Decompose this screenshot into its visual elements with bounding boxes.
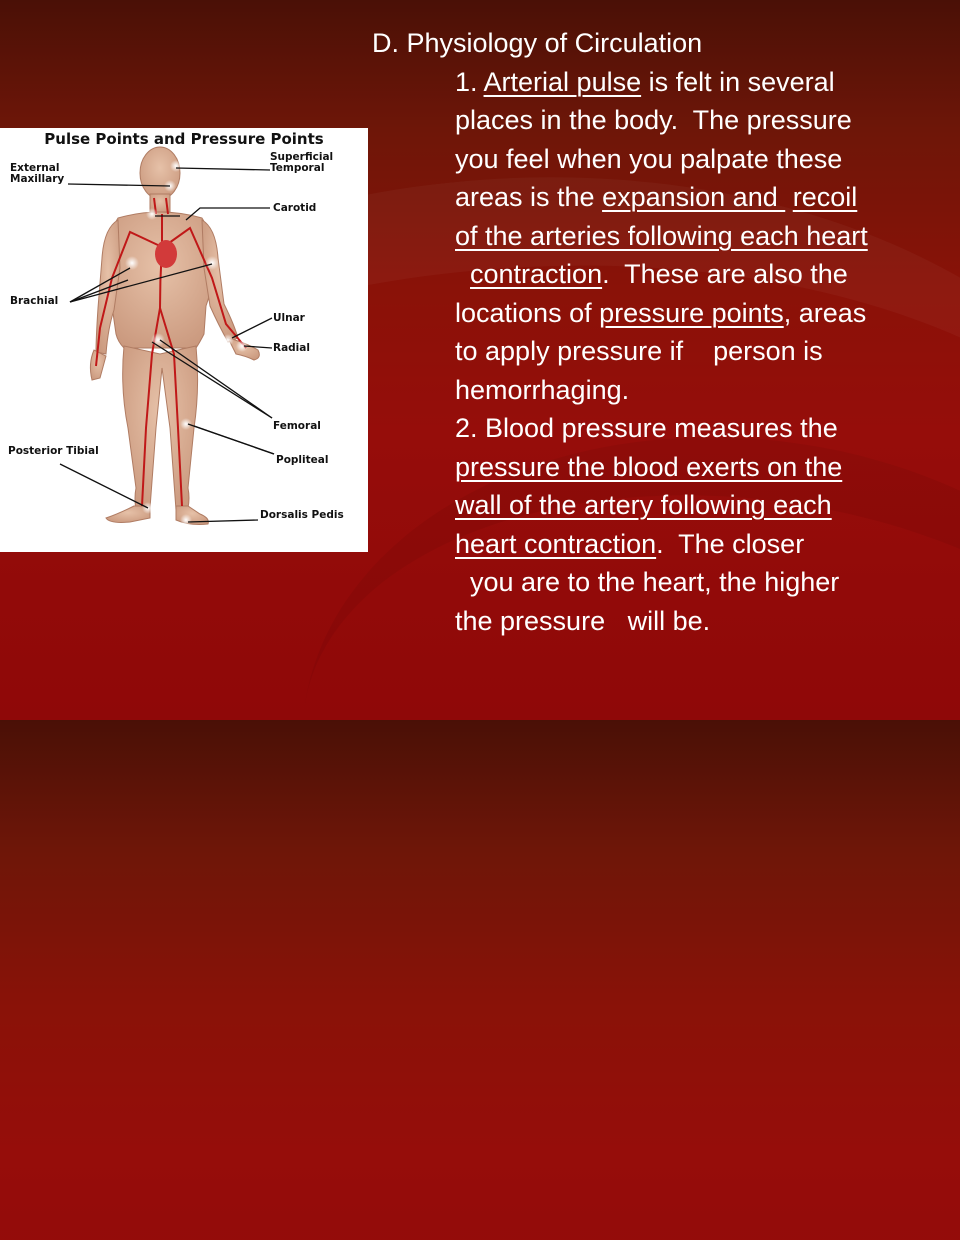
figure-title: Pulse Points and Pressure Points: [44, 130, 324, 148]
label-brachial: Brachial: [10, 295, 59, 307]
label-dorsalis-pedis: Dorsalis Pedis: [260, 509, 344, 521]
item1-line6: [455, 255, 848, 294]
label-external-maxillary: External Maxillary: [10, 162, 65, 185]
item1-line1-rest: is felt in several: [641, 67, 835, 97]
item2-line6: the pressure will be.: [455, 606, 711, 636]
item1-line7-lead: locations of: [455, 298, 600, 328]
item1-line6-rest: . These are also the: [602, 259, 848, 289]
term-contraction: contraction: [470, 259, 603, 289]
heart-shape: [155, 240, 177, 268]
pulse-points-figure: [0, 128, 368, 552]
term-pressure-exerts: pressure the blood exerts on the: [455, 452, 843, 482]
item1-line4-lead: areas is the: [455, 182, 603, 212]
item1-line1: [455, 63, 835, 102]
item2-line2: [455, 448, 842, 487]
label-popliteal: Popliteal: [276, 454, 329, 466]
item2-line1: 2. Blood pressure measures the: [455, 413, 838, 443]
item1-number: 1.: [455, 67, 484, 97]
label-femoral: Femoral: [273, 420, 321, 432]
item1-line8: to apply pressure if person is: [455, 336, 823, 366]
term-recoil: recoil: [792, 182, 858, 212]
body-silhouette: [90, 147, 259, 525]
slide-heading: D. Physiology of Circulation: [372, 28, 703, 58]
term-arterial-pulse: Arterial pulse: [483, 67, 642, 97]
body-illustration: [0, 128, 368, 552]
item1-line2: places in the body. The pressure: [455, 105, 852, 135]
label-ulnar: Ulnar: [273, 312, 305, 324]
term-arteries-following: of the arteries following each heart: [455, 221, 868, 251]
label-radial: Radial: [273, 342, 310, 354]
item2-line5: you are to the heart, the higher: [455, 567, 840, 597]
item2-line3: [455, 486, 832, 525]
term-pressure-points: pressure points: [599, 298, 784, 328]
item1-line6-indent: [455, 259, 470, 289]
item2-line4-rest: . The closer: [656, 529, 805, 559]
term-expansion: expansion and: [602, 182, 786, 212]
term-wall-of-artery: wall of the artery following each: [455, 490, 832, 520]
item2-line4: [455, 525, 804, 564]
label-superficial-temporal: Superficial Temporal: [270, 151, 334, 174]
item1-line7: [455, 294, 866, 333]
item1-line4: [455, 178, 857, 217]
item1-line9: hemorrhaging.: [455, 375, 630, 405]
label-posterior-tibial: Posterior Tibial: [8, 445, 99, 457]
label-carotid: Carotid: [273, 202, 317, 214]
item1-line4-space: [785, 182, 793, 212]
term-heart-contraction: heart contraction: [455, 529, 657, 559]
item1-line3: you feel when you palpate these: [455, 144, 843, 174]
item1-line7-rest: , areas: [783, 298, 867, 328]
item1-line5: [455, 217, 868, 256]
